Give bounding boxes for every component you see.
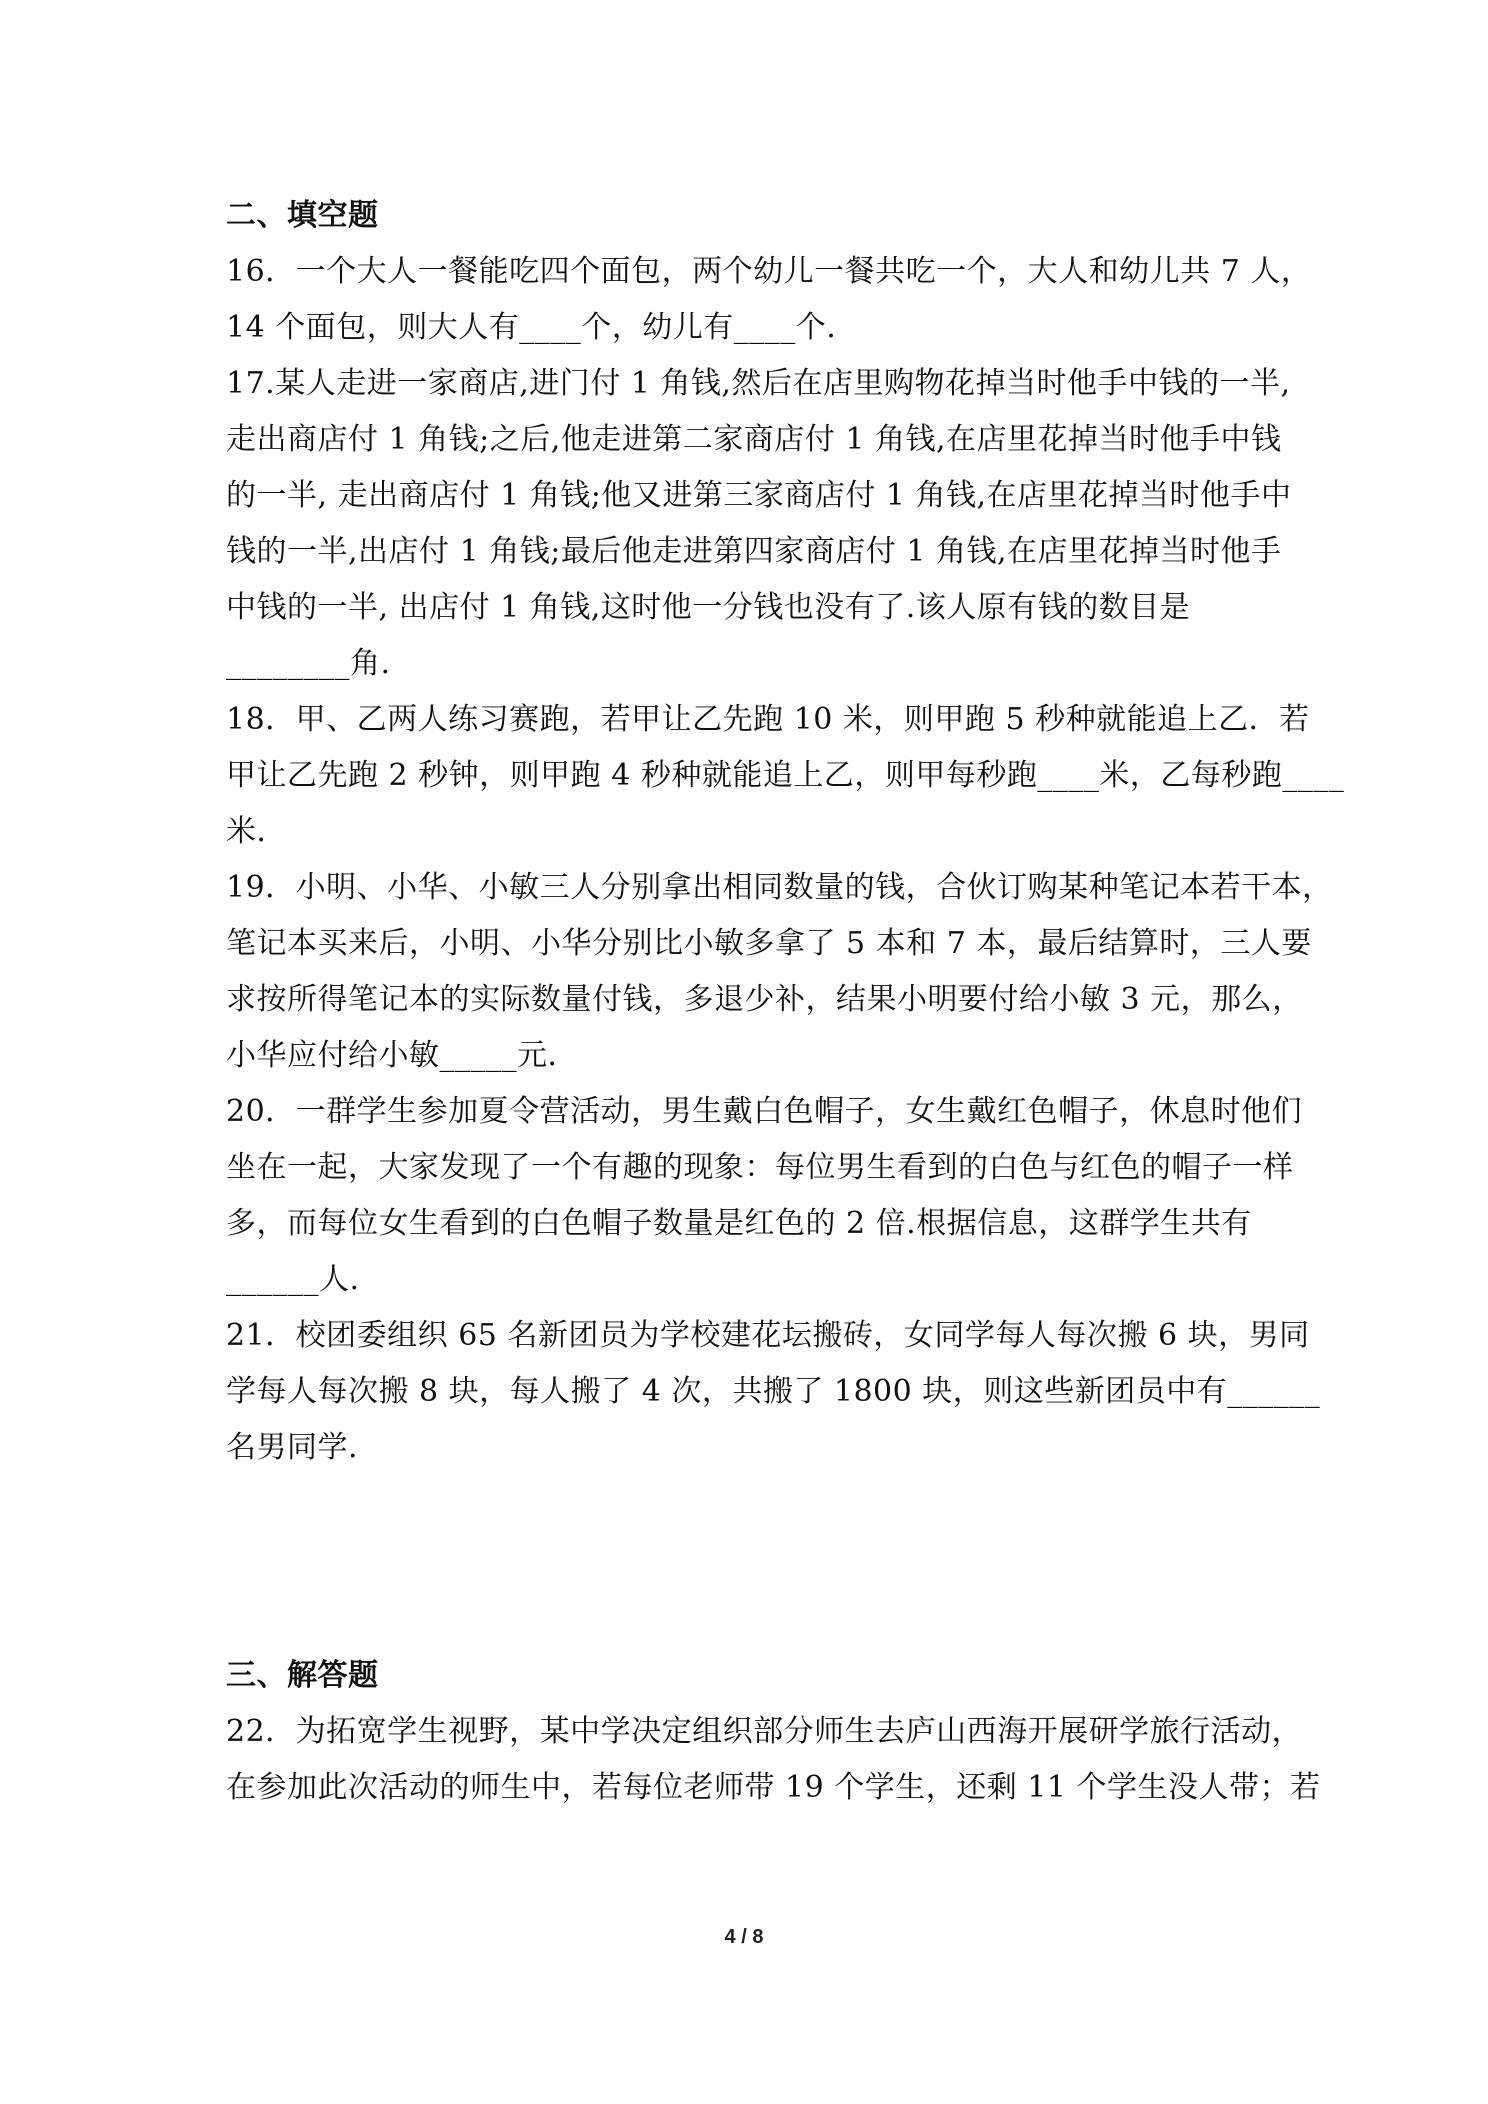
section-heading-fill-in: 二、填空题 [226,198,379,233]
text-line: 18．甲、乙两人练习赛跑，若甲让乙先跑 10 米，则甲跑 5 秒种就能追上乙．若 [226,702,1310,737]
text-line: 钱的一半,出店付 1 角钱;最后他走进第四家商店付 1 角钱,在店里花掉当时他手 [226,534,1282,569]
text-line: 多，而每位女生看到的白色帽子数量是红色的 2 倍.根据信息，这群学生共有 [226,1206,1252,1241]
page-content [226,188,1345,1816]
text-line: 16．一个大人一餐能吃四个面包，两个幼儿一餐共吃一个，大人和幼儿共 7 人， [226,254,1312,289]
text-line: 笔记本买来后，小明、小华分别比小敏多拿了 5 本和 7 本，最后结算时，三人要 [226,926,1312,961]
text-line: 求按所得笔记本的实际数量付钱，多退少补，结果小明要付给小敏 3 元，那么， [226,982,1303,1017]
section-heading-answer: 三、解答题 [226,1658,379,1693]
text-line: 中钱的一半, 出店付 1 角钱,这时他一分钱也没有了.该人原有钱的数目是 [226,590,1191,625]
text-line: 的一半, 走出商店付 1 角钱;他又进第三家商店付 1 角钱,在店里花掉当时他手中 [226,478,1292,513]
text-line: 21．校团委组织 65 名新团员为学校建花坛搬砖，女同学每人每次搬 6 块，男同 [226,1318,1310,1353]
page-number: 4 / 8 [724,1926,764,1948]
text-line: 20．一群学生参加夏令营活动，男生戴白色帽子，女生戴红色帽子，休息时他们 [226,1094,1303,1129]
text-line: 小华应付给小敏_____元． [226,1038,578,1073]
text-line: 在参加此次活动的师生中，若每位老师带 19 个学生，还剩 11 个学生没人带；若 [226,1770,1321,1805]
text-line: 甲让乙先跑 2 秒钟，则甲跑 4 秒种就能追上乙，则甲每秒跑____米，乙每秒跑____ [226,758,1345,793]
text-line: ________角. [226,646,391,681]
section-spacer [226,1476,1266,1648]
text-line: 14 个面包，则大人有____个，幼儿有____个. [226,310,837,345]
text-line: 米． [226,814,287,849]
text-line: 名男同学. [226,1430,359,1465]
text-line: 走出商店付 1 角钱;之后,他走进第二家商店付 1 角钱,在店里花掉当时他手中钱 [226,422,1282,457]
text-line: 学每人每次搬 8 块，每人搬了 4 次，共搬了 1800 块，则这些新团员中有______ [226,1374,1321,1409]
text-line: 坐在一起，大家发现了一个有趣的现象：每位男生看到的白色与红色的帽子一样 [226,1150,1294,1185]
text-line: ______人. [226,1262,360,1297]
text-line: 22．为拓宽学生视野，某中学决定组织部分师生去庐山西海开展研学旅行活动， [226,1714,1303,1749]
text-line: 19．小明、小华、小敏三人分别拿出相同数量的钱，合伙订购某种笔记本若干本， [226,870,1333,905]
text-line: 17.某人走进一家商店,进门付 1 角钱,然后在店里购物花掉当时他手中钱的一半, [226,366,1291,401]
